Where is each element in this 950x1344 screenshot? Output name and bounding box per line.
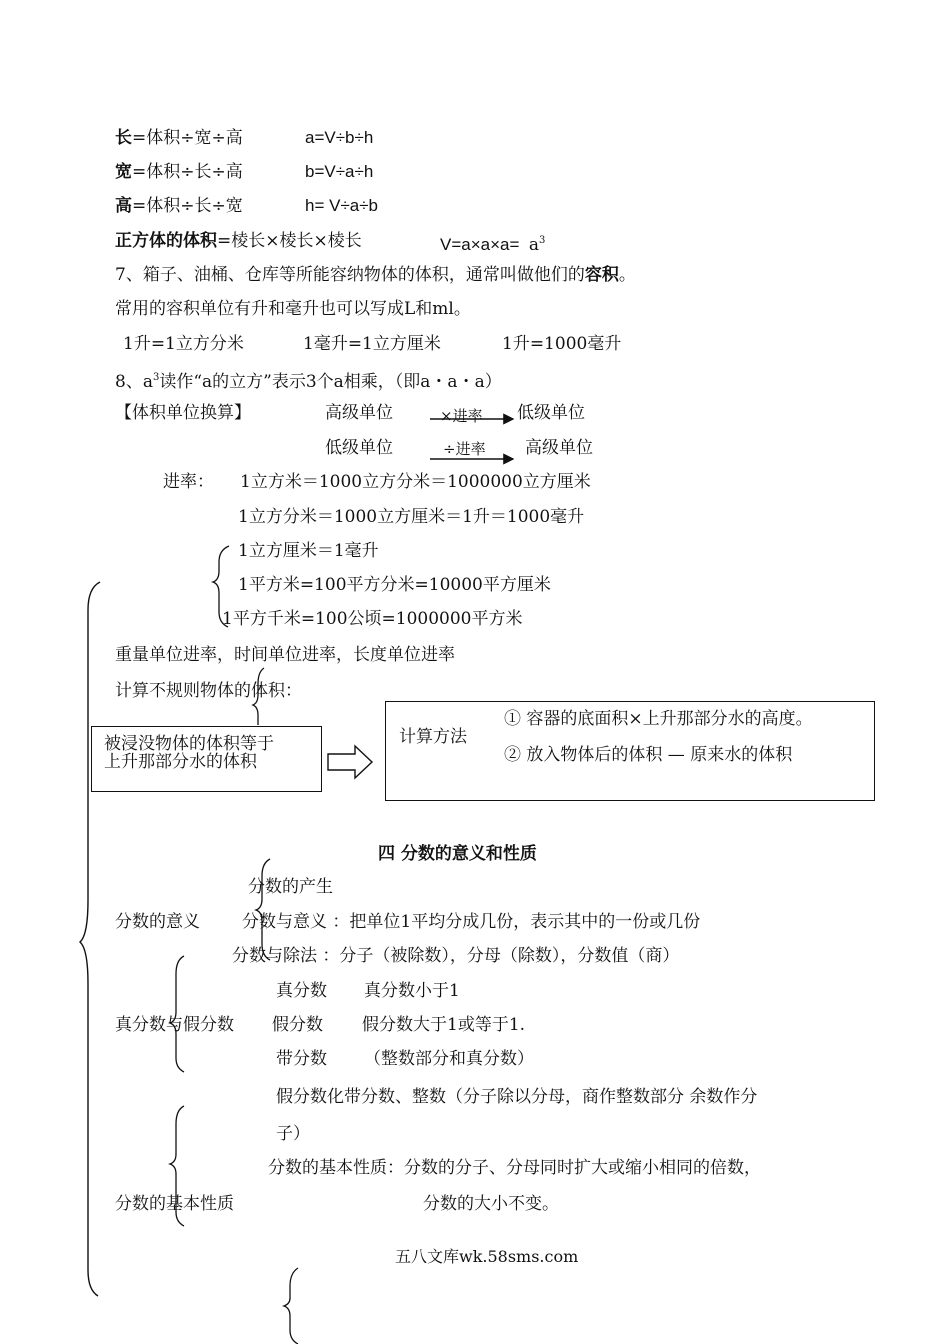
method-2: ② 放入物体后的体积 — 原来水的体积 <box>504 745 793 765</box>
meaning-brace <box>256 859 270 960</box>
large-left-brace <box>80 582 100 1296</box>
formula-width-expr: b=V÷a÷h <box>305 162 374 181</box>
fraction-meaning-label: 分数的意义 <box>115 912 200 932</box>
hollow-arrow <box>328 746 372 778</box>
formula-text: =体积÷长÷高 <box>132 162 243 182</box>
item7-equiv1: 1升=1立方分米 <box>123 334 244 354</box>
conversion-title: 【体积单位换算】 <box>115 403 251 423</box>
formula-cube-expr-base: a <box>528 235 539 255</box>
conversion-row2-to: 高级单位 <box>525 438 593 458</box>
conversion-row1-from: 高级单位 <box>325 403 393 423</box>
conversion-row1-to: 低级单位 <box>517 403 585 423</box>
formula-term: 宽 <box>115 162 132 182</box>
improper-fraction: 假分数 <box>272 1015 323 1035</box>
fraction-division: 分数与除法 ：分子（被除数），分母（除数），分数值（商） <box>232 946 680 966</box>
item7-bold: 容积 <box>584 265 619 285</box>
convert-line2: 子） <box>276 1124 310 1144</box>
formula-term: 高 <box>115 196 132 216</box>
irregular-brace <box>253 668 264 725</box>
formula-height-expr: h= V÷a÷b <box>305 196 379 215</box>
convert-line1: 假分数化带分数、整数（分子除以分母，商作整数部分 余数作分 <box>276 1087 758 1107</box>
irregular-title: 计算不规则物体的体积： <box>115 681 302 701</box>
mixed-number: 带分数 <box>276 1049 327 1069</box>
formula-term: 长 <box>115 128 132 148</box>
improper-fraction-desc: 假分数大于1或等于1. <box>362 1015 526 1035</box>
footer-watermark: 五八文库wk.58sms.com <box>395 1247 579 1266</box>
method-label: 计算方法 <box>399 727 467 747</box>
formula-cube-expr-exp: 3 <box>538 235 546 246</box>
method-1: ① 容器的底面积×上升那部分水的高度。 <box>504 709 813 729</box>
conversion-row2-from: 低级单位 <box>325 438 393 458</box>
basic-property-line1: 分数的基本性质：分数的分子、分母同时扩大或缩小相同的倍数， <box>268 1158 761 1178</box>
rates-brace <box>213 546 229 627</box>
formula-text: =棱长×棱长×棱长 <box>217 231 362 251</box>
basic-property-label: 分数的基本性质 <box>115 1194 234 1214</box>
proper-fraction-desc: 真分数小于1 <box>364 981 460 1001</box>
left-box-line2: 上升那部分水的体积 <box>104 752 257 772</box>
basic-property-brace <box>170 1106 184 1226</box>
formula-term: 正方体的体积 <box>115 231 217 251</box>
item7-suffix: 。 <box>618 265 636 285</box>
proper-fraction: 真分数 <box>276 981 327 1001</box>
formula-text: =体积÷宽÷高 <box>132 128 243 148</box>
rate-label: 进率： <box>163 472 214 492</box>
proper-improper-brace <box>170 956 184 1072</box>
mixed-number-desc: （整数部分和真分数） <box>364 1049 534 1069</box>
rate-line1: 1立方米＝1000立方分米＝1000000立方厘米 <box>240 472 591 492</box>
bottom-brace <box>284 1268 298 1344</box>
basic-property-line2: 分数的大小不变。 <box>423 1194 559 1214</box>
rate-line2: 1立方分米＝1000立方厘米＝1升＝1000毫升 <box>238 507 585 527</box>
other-rates: 重量单位进率，时间单位进率，长度单位进率 <box>115 645 455 665</box>
item8-exp: 3 <box>152 372 160 383</box>
item8-suffix: 读作“a的立方”表示3个a相乘，（即a・a・a） <box>159 372 502 392</box>
fraction-meaning: 分数与意义 ：把单位1平均分成几份，表示其中的一份或几份 <box>242 912 701 932</box>
item7-equiv2: 1毫升=1立方厘米 <box>303 334 441 354</box>
item7-equiv3: 1升=1000毫升 <box>502 334 622 354</box>
item8-prefix: 8、a <box>115 372 153 392</box>
proper-improper-label: 真分数与假分数 <box>115 1015 234 1035</box>
item7-line2: 常用的容积单位有升和毫升也可以写成L和ml。 <box>115 299 471 319</box>
left-box-line1: 被浸没物体的体积等于 <box>104 734 274 754</box>
formula-length-expr: a=V÷b÷h <box>305 128 374 147</box>
rate-line4: 1平方米=100平方分米=10000平方厘米 <box>238 575 551 595</box>
section4-heading: 四 分数的意义和性质 <box>378 844 537 864</box>
conversion-row2-arrow-label: ÷进率 <box>443 440 486 458</box>
formula-cube-expr-main: V=a×a×a= <box>440 235 520 254</box>
fraction-origin: 分数的产生 <box>248 877 333 897</box>
formula-text: =体积÷长÷宽 <box>132 196 243 216</box>
rate-line3: 1立方厘米＝1毫升 <box>238 541 379 561</box>
rate-line5: 1平方千米=100公顷=1000000平方米 <box>222 609 523 629</box>
item7-prefix: 7、箱子、油桶、仓库等所能容纳物体的体积，通常叫做他们的 <box>115 265 585 285</box>
conversion-row1-arrow-label: ×进率 <box>440 407 483 425</box>
